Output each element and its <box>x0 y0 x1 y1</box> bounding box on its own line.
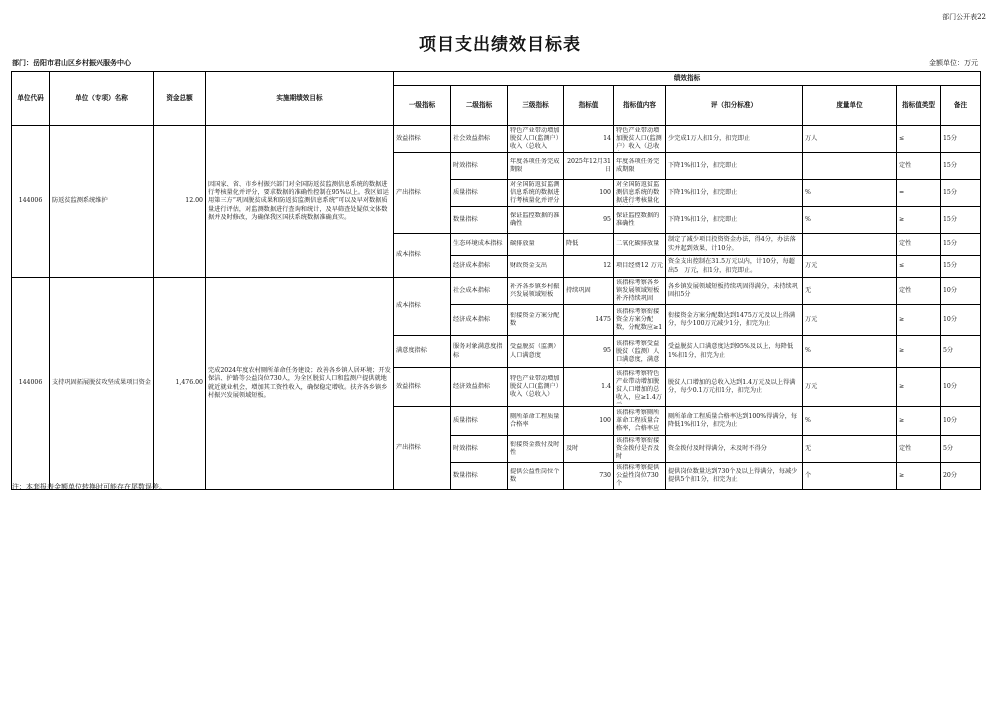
page-title: 项目支出绩效目标表 <box>419 35 581 55</box>
note-cell: 15分 <box>941 256 981 278</box>
note-cell: 15分 <box>941 207 981 234</box>
note-cell: 15分 <box>941 180 981 207</box>
level1-cell: 成本指标 <box>394 234 451 278</box>
value-cell: 100 <box>564 407 614 436</box>
criteria-cell: 各乡镇发展领域短板持续巩固得满分，未持续巩固扣5分 <box>666 278 803 305</box>
note-cell: 15分 <box>941 126 981 153</box>
level3-cell: 对全国防返贫监测信息系统的数据进行考核量化并评分 <box>510 181 560 205</box>
measure-cell: % <box>803 407 897 436</box>
type-cell: 定性 <box>897 234 941 256</box>
value-cell: 95 <box>564 207 614 234</box>
header-level1: 一级指标 <box>394 86 451 126</box>
measure-cell: 万元 <box>803 305 897 336</box>
type-cell: ≤ <box>897 126 941 153</box>
level3-cell: 保证监控数据的准确性 <box>510 211 560 227</box>
level1-cell: 产出指标 <box>394 153 451 234</box>
level3-cell: 厕所革命工程质量合格率 <box>510 412 560 428</box>
note-cell: 10分 <box>941 278 981 305</box>
criteria-cell: 少完成1万人扣1分，扣完即止 <box>666 126 803 153</box>
criteria-cell: 下降1%扣1分，扣完即止 <box>666 153 803 180</box>
level3-cell: 受益脱贫（监测）人口满意度 <box>510 343 560 359</box>
department-label: 部门：岳阳市君山区乡村振兴服务中心 <box>12 58 131 67</box>
content-cell: 对全国防返贫监测信息系统的数据进行考核量化 <box>616 181 660 205</box>
criteria-cell: 提供岗位数量达到730个及以上得满分，每减少提供5个扣1分，扣完为止 <box>666 463 803 490</box>
unit-name-cell: 支持巩固拓展脱贫攻坚成果项目资金 <box>50 278 154 490</box>
table-number-label: 部门公开表22 <box>942 13 986 21</box>
note-cell: 10分 <box>941 407 981 436</box>
unit-code-cell: 144006 <box>12 126 50 278</box>
content-cell: 项目经费12 万元 <box>616 262 663 270</box>
content-cell: 该指标考察厕所革命工程质量合格率，合格率应 <box>616 409 660 433</box>
header-value: 指标值 <box>564 86 614 126</box>
criteria-cell: 制定了减少项目投资资金办法，得4分，办法落实并起到效果，计10分。 <box>666 234 803 256</box>
level2-cell: 数量指标 <box>451 207 508 234</box>
level3-cell: 特色产业带动增加脱贫人口(监测户）收入（总收入） <box>510 374 560 399</box>
value-cell: 持续巩固 <box>564 278 614 305</box>
level2-cell: 时效指标 <box>451 436 508 463</box>
criteria-cell: 资金支出控制在31.5万元以内，计10分，每超出5 万元，扣1分，扣完即止。 <box>666 256 803 278</box>
criteria-cell: 下降1%扣1分，扣完即止 <box>666 180 803 207</box>
type-cell: ≥ <box>897 463 941 490</box>
note-cell: 20分 <box>941 463 981 490</box>
type-cell: 定性 <box>897 153 941 180</box>
measure-cell: % <box>803 207 897 234</box>
value-cell: 1475 <box>564 305 614 336</box>
level1-cell: 产出指标 <box>394 407 451 490</box>
level3-cell: 衔接资金拨付及时性 <box>510 440 560 456</box>
content-cell: 该指标考察衔接资金方案分配数，分配数应≥1 <box>616 308 663 332</box>
amount-cell: 12.00 <box>154 126 206 278</box>
table-row <box>12 126 981 153</box>
level3-cell: 提供公益性岗位个数 <box>510 467 560 483</box>
header-perf: 绩效指标 <box>394 72 981 86</box>
level1-cell: 效益指标 <box>394 126 451 153</box>
header-level2: 二级指标 <box>451 86 508 126</box>
type-cell: ≥ <box>897 207 941 234</box>
table-row <box>12 278 981 305</box>
amount-cell: 1,476.00 <box>154 278 206 490</box>
level2-cell: 社会效益指标 <box>451 126 508 153</box>
value-cell: 降低 <box>564 234 614 256</box>
level2-cell: 经济成本指标 <box>451 305 508 336</box>
value-cell: 14 <box>564 126 614 153</box>
measure-cell: 无 <box>803 278 897 305</box>
type-cell: 定性 <box>897 436 941 463</box>
criteria-cell: 资金拨付及时得满分，未及时不得分 <box>666 436 803 463</box>
level3-cell: 年度各项任务完成期限 <box>510 157 560 173</box>
content-cell: 该指标考察特色产业带动增加脱贫人口增加的总收入，应≥1.4万 <box>616 370 662 402</box>
content-cell: 该指标考察提供公益性岗位730个 <box>616 464 660 488</box>
note-cell: 15分 <box>941 234 981 256</box>
criteria-cell: 衔接资金方案分配数达到1475万元及以上得满分，每少100万元减少1分，扣完为止 <box>666 305 803 336</box>
header-unit-code: 单位代码 <box>12 72 50 126</box>
measure-cell: % <box>803 336 897 368</box>
measure-cell <box>803 234 897 256</box>
type-cell: ≥ <box>897 305 941 336</box>
criteria-cell: 厕所革命工程质量合格率达到100%得满分，每降低1%扣1分，扣完为止 <box>666 407 803 436</box>
header-unit-name: 单位（专项）名称 <box>50 72 154 126</box>
footnote: 注：本套报表金额单位转换时可能存在尾数误差。 <box>12 483 166 491</box>
level3-cell: 碳排放量 <box>510 240 535 248</box>
level1-cell: 效益指标 <box>394 368 451 407</box>
value-cell: 2025年12月31日 <box>564 153 614 180</box>
note-cell: 10分 <box>941 305 981 336</box>
note-cell: 5分 <box>941 336 981 368</box>
level3-cell: 补齐各乡镇乡村振兴发展领域短板 <box>510 282 560 298</box>
type-cell: ≥ <box>897 368 941 407</box>
level2-cell: 服务对象满意度指标 <box>451 336 508 368</box>
criteria-cell: 下降1%扣1分，扣完即止 <box>666 207 803 234</box>
header-measure: 度量单位 <box>803 86 897 126</box>
goal-cell: 因国家、省、市乡村振兴部门对全国防返贫监测信息系统的数据进行考核量化并评分，要求数据的准确性控制在95%以上。我区如运用第三方“巩固脱贫成果和防返贫监测信息系统”可以及早对数据质量进行评估，对监测数据进行查询和统计，及早筛查处疑似文体数据并及时修改，为确保我区国扶系统数据准确真实。 <box>206 126 394 278</box>
unit-name-cell: 防返贫监测系统维护 <box>50 126 154 278</box>
content-cell: 该指标考察各乡镇发展领域短板补齐持续巩固 <box>616 279 660 303</box>
performance-table <box>11 71 981 490</box>
level2-cell: 社会成本指标 <box>451 278 508 305</box>
type-cell: ≥ <box>897 336 941 368</box>
header-total-funds: 资金总额 <box>154 72 206 126</box>
level2-cell: 生态环境成本指标 <box>451 234 508 256</box>
value-cell: 1.4 <box>564 368 614 407</box>
value-cell: 及时 <box>564 436 614 463</box>
measure-cell: 万元 <box>803 256 897 278</box>
level2-cell: 质量指标 <box>451 407 508 436</box>
level2-cell: 经济效益指标 <box>451 368 508 407</box>
type-cell: ≥ <box>897 407 941 436</box>
header-content: 指标值内容 <box>614 86 666 126</box>
measure-cell: 万元 <box>803 368 897 407</box>
note-cell: 5分 <box>941 436 981 463</box>
header-note: 备注 <box>941 86 981 126</box>
content-cell: 二氧化碳排放量 <box>616 240 660 248</box>
goal-cell: 完成2024年度农村厕所革命任务建设；改善各乡镇人居环境；开发保洁、护路等公益岗位730人，为全区脱贫人口和监测户提供就地就近就业机会，增加其工资性收入，确保稳定增收。扶齐各乡镇乡村振兴发展领域短板。 <box>206 278 394 490</box>
header-criteria: 评（扣分标准） <box>666 86 803 126</box>
level2-cell: 时效指标 <box>451 153 508 180</box>
header-type: 指标值类型 <box>897 86 941 126</box>
unit-code-cell: 144006 <box>12 278 50 490</box>
level1-cell: 成本指标 <box>394 278 451 336</box>
level2-cell: 质量指标 <box>451 180 508 207</box>
content-cell: 特色产业带动增加脱贫人口(监测户）收入（总收 <box>616 127 662 151</box>
measure-cell: % <box>803 180 897 207</box>
header-goal: 实施期绩效目标 <box>206 72 394 126</box>
level3-cell: 衔接资金方案分配数 <box>510 311 560 327</box>
level2-cell: 数量指标 <box>451 463 508 490</box>
content-cell: 年度各项任务完成期限 <box>616 157 660 173</box>
note-cell: 10分 <box>941 368 981 407</box>
measure-cell: 无 <box>803 436 897 463</box>
value-cell: 95 <box>564 336 614 368</box>
level3-cell: 特色产业带动增加脱贫人口(监测户）收入（总收入 <box>510 127 560 151</box>
type-cell: = <box>897 180 941 207</box>
amount-unit-label: 金额单位：万元 <box>929 59 978 67</box>
measure-cell <box>803 153 897 180</box>
value-cell: 730 <box>564 463 614 490</box>
measure-cell: 个 <box>803 463 897 490</box>
level1-cell: 满意度指标 <box>394 336 451 368</box>
value-cell: 12 <box>564 256 614 278</box>
measure-cell: 万人 <box>803 126 897 153</box>
level2-cell: 经济成本指标 <box>451 256 508 278</box>
note-cell: 15分 <box>941 153 981 180</box>
value-cell: 100 <box>564 180 614 207</box>
header-level3: 三级指标 <box>508 86 564 126</box>
content-cell: 该指标考察衔接资金拨付是否及时 <box>616 437 660 461</box>
level3-cell: 财政资金支出 <box>510 262 548 270</box>
content-cell: 该指标考察受益脱贫（监测）人口满意度，满意 <box>616 339 660 363</box>
criteria-cell: 受益脱贫人口满意度达到95%及以上，每降低1%扣1分，扣完为止 <box>666 336 803 368</box>
type-cell: 定性 <box>897 278 941 305</box>
content-cell: 保证监控数据的准确性 <box>616 211 660 227</box>
type-cell: ≤ <box>897 256 941 278</box>
criteria-cell: 脱贫人口增加的总收入达到1.4万元及以上得满分，每少0.1万元扣1分，扣完为止 <box>666 368 803 407</box>
